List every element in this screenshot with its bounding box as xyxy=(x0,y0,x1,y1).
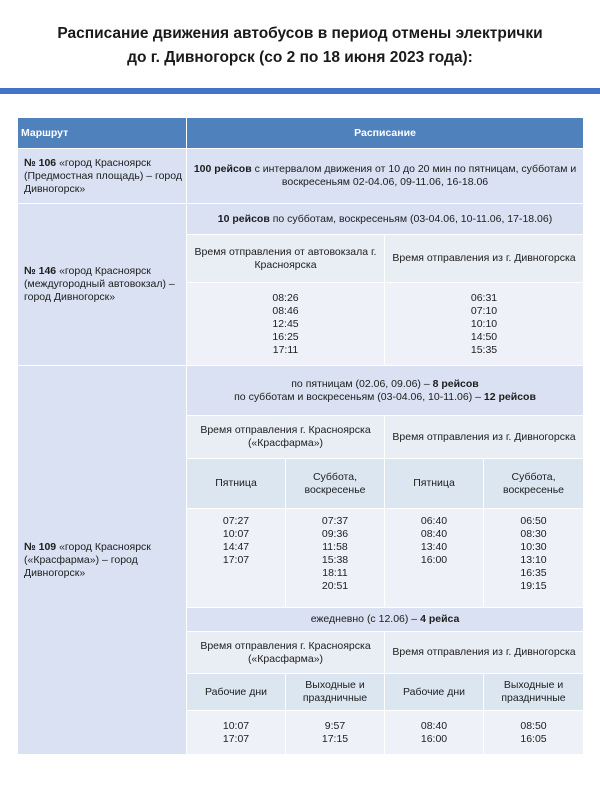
route-109-b-to-work-time: 08:40 xyxy=(420,719,448,732)
header-schedule: Расписание xyxy=(187,118,584,149)
route-109-a-to-fri-time: 06:40 xyxy=(420,515,448,527)
route-146-number: № 146 xyxy=(24,265,57,277)
route-106-row xyxy=(18,149,584,204)
route-109-a-from-weekend: Суббота, воскресенье xyxy=(286,459,385,509)
route-146-to-label: Время отправления из г. Дивногорска xyxy=(385,235,584,283)
route-109-b-from-hol: Выходные и праздничные xyxy=(286,674,385,711)
route-109-a-from-fri-time: 17:07 xyxy=(222,554,250,566)
route-109-b-from-label: Время отправления г. Красноярска («Красфарма») xyxy=(187,632,385,674)
route-109-a-from-wknd-time: 20:51 xyxy=(321,580,349,592)
route-109-b-to-work-time: 16:00 xyxy=(420,732,448,745)
route-146-schedule xyxy=(187,204,584,235)
route-109-a-from-fri-time: 14:47 xyxy=(222,541,250,553)
divider-band xyxy=(0,88,600,94)
route-106-count: 100 рейсов xyxy=(193,163,252,175)
route-109-b-to-label: Время отправления из г. Дивногорска xyxy=(385,632,584,674)
route-146-count: 10 рейсов xyxy=(217,212,270,225)
route-109-a-to-wknd-time: 06:50 xyxy=(520,515,547,527)
route-109-a-to-fri-time: 13:40 xyxy=(420,541,448,553)
route-106-schedule xyxy=(187,149,584,204)
route-109-b-from-work-time: 10:07 xyxy=(222,719,250,732)
route-109-a-to-fri-times xyxy=(385,509,484,608)
route-146-to-time: 14:50 xyxy=(470,330,498,343)
route-146-from-time: 12:45 xyxy=(272,317,299,330)
route-106-text: с интервалом движения от 10 до 20 мин по пятницам, субботам и воскресеньям 02-04.06, 09-11.06, 16-18.06 xyxy=(251,163,577,188)
route-109-daily-count: 4 рейса xyxy=(420,613,460,625)
header-route: Маршрут xyxy=(18,118,187,149)
route-109-b-to-work: Рабочие дни xyxy=(385,674,484,711)
route-109-b-from-hol-times xyxy=(286,711,385,755)
route-109-a-from-friday: Пятница xyxy=(187,459,286,509)
route-146-name xyxy=(18,204,187,366)
route-109-a-from-fri-time: 10:07 xyxy=(222,528,250,540)
route-109-a-to-wknd-time: 13:10 xyxy=(520,554,547,566)
route-109-number: № 109 xyxy=(24,540,57,553)
route-109-a-from-label: Время отправления г. Красноярска («Красфарма») xyxy=(187,416,385,459)
page-title xyxy=(0,22,600,70)
route-109-period-a xyxy=(187,366,584,416)
route-109-b-from-hol-time: 17:15 xyxy=(321,732,349,745)
route-109-a-from-wknd-times xyxy=(286,509,385,608)
route-109-a-to-wknd-time: 08:30 xyxy=(520,528,547,540)
route-109-a-from-wknd-time: 18:11 xyxy=(322,567,348,579)
route-109-a-to-fri-time: 08:40 xyxy=(420,528,448,540)
title-line-1: Расписание движения автобусов в период отмены электрички xyxy=(57,25,543,42)
route-109-a-to-fri-time: 16:00 xyxy=(420,554,448,566)
header-row xyxy=(18,118,584,149)
route-146-from-time: 08:26 xyxy=(272,291,299,304)
route-106-number: № 106 xyxy=(24,156,57,169)
route-146-to-time: 06:31 xyxy=(470,291,498,304)
route-146-to-times xyxy=(385,283,584,366)
route-109-period-a2-count: 12 рейсов xyxy=(483,390,536,403)
route-109-b-to-hol-time: 16:05 xyxy=(520,732,547,745)
route-109-b-from-work-time: 17:07 xyxy=(222,732,250,745)
route-109-a-to-wknd-time: 19:15 xyxy=(520,580,547,592)
route-109-a-to-wknd-times xyxy=(484,509,584,608)
route-109-a-to-wknd-time: 16:35 xyxy=(520,567,547,579)
route-109-b-from-work-times xyxy=(187,711,286,755)
route-109-b-to-hol-times xyxy=(484,711,584,755)
route-146-from-time: 16:25 xyxy=(272,330,299,343)
route-109-a-from-fri-times xyxy=(187,509,286,608)
route-146-from-time: 08:46 xyxy=(272,304,299,317)
route-109-title: «город Красноярск («Красфарма») – город Дивногорск» xyxy=(24,540,151,579)
route-109-period-a1-count: 8 рейсов xyxy=(432,377,479,390)
route-109-b-to-hol-time: 08:50 xyxy=(520,719,547,732)
schedule-table xyxy=(17,117,584,755)
route-109-a-to-friday: Пятница xyxy=(385,459,484,509)
route-109-row xyxy=(18,366,584,416)
route-109-name xyxy=(18,366,187,755)
route-106-title: «город Красноярск (Предмостная площадь) – город Дивногорск» xyxy=(24,156,183,195)
route-146-title: «город Красноярск (междугородный автовокзал) – город Дивногорск» xyxy=(24,265,175,303)
route-109-b-to-work-times xyxy=(385,711,484,755)
route-109-period-a1-text: по пятницам (02.06, 09.06) – xyxy=(291,377,433,390)
route-109-a-to-wknd-time: 10:30 xyxy=(520,541,547,553)
route-109-a-from-wknd-time: 15:38 xyxy=(321,554,349,566)
route-146-from-time: 17:11 xyxy=(272,343,299,356)
route-146-from-label: Время отправления от автовокзала г. Красноярска xyxy=(187,235,385,283)
route-146-text: по субботам, воскресеньям (03-04.06, 10-11.06, 17-18.06) xyxy=(269,212,553,225)
route-146-row xyxy=(18,204,584,235)
route-146-to-time: 07:10 xyxy=(470,304,498,317)
route-109-daily xyxy=(187,608,584,632)
route-109-a-to-weekend: Суббота, воскресенье xyxy=(484,459,584,509)
route-146-to-time: 15:35 xyxy=(470,343,498,356)
route-146-from-times xyxy=(187,283,385,366)
route-109-b-from-work: Рабочие дни xyxy=(187,674,286,711)
route-106-name xyxy=(18,149,187,204)
title-line-2: до г. Дивногорск (со 2 по 18 июня 2023 года): xyxy=(127,49,473,66)
route-146-to-time: 10:10 xyxy=(470,317,498,330)
route-109-daily-text: ежедневно (с 12.06) – xyxy=(310,613,421,625)
route-109-a-from-wknd-time: 07:37 xyxy=(321,515,349,527)
route-109-a-from-fri-time: 07:27 xyxy=(222,515,250,527)
route-109-a-from-wknd-time: 11:58 xyxy=(322,541,348,553)
route-109-a-from-wknd-time: 09:36 xyxy=(321,528,349,540)
route-109-a-to-label: Время отправления из г. Дивногорска xyxy=(385,416,584,459)
route-109-b-from-hol-time: 9:57 xyxy=(324,719,346,732)
route-109-period-a-line1 xyxy=(190,378,580,391)
route-109-b-to-hol: Выходные и праздничные xyxy=(484,674,584,711)
route-109-period-a-line2 xyxy=(190,391,580,404)
route-109-period-a2-text: по субботам и воскресеньям (03-04.06, 10-11.06) – xyxy=(234,390,484,403)
